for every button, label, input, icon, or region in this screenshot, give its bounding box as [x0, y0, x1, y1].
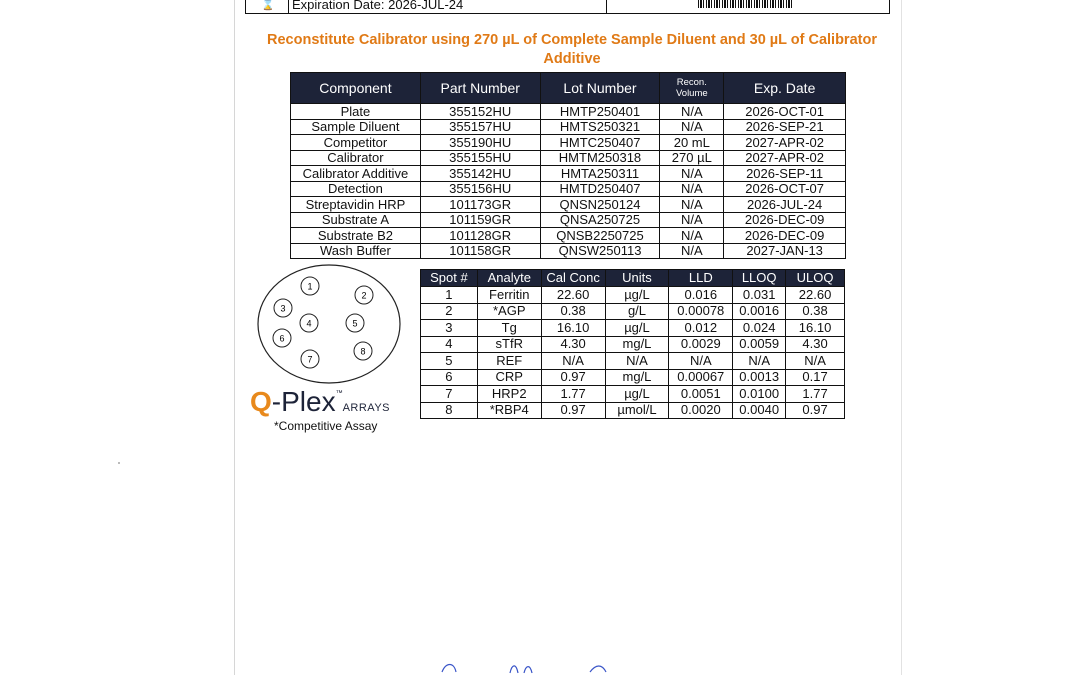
component-cell-lot-number: QNSA250725 — [540, 212, 660, 228]
spot-row — [421, 287, 845, 304]
component-row — [291, 119, 846, 135]
spot-cell-lloq: 0.0013 — [733, 369, 786, 386]
spot-cell-uloq: 4.30 — [786, 336, 845, 353]
spot-cell-units: µg/L — [605, 386, 669, 403]
col-lld: LLD — [669, 270, 733, 287]
spot-cell-uloq: 22.60 — [786, 287, 845, 304]
component-cell-recon-volume: N/A — [660, 166, 724, 182]
header-icon-cell — [246, 0, 289, 13]
component-cell-part-number: 355142HU — [420, 166, 540, 182]
spot-cell-analyte: HRP2 — [477, 386, 541, 403]
array-spot-label: 3 — [280, 303, 286, 314]
qplex-logo — [250, 386, 390, 418]
component-row — [291, 197, 846, 213]
array-spot-diagram — [255, 262, 405, 386]
spot-row — [421, 336, 845, 353]
spot-cell-analyte: Ferritin — [477, 287, 541, 304]
col-exp-date: Exp. Date — [724, 73, 846, 104]
array-spot-label: 2 — [361, 290, 367, 301]
spot-cell-units: mg/L — [605, 369, 669, 386]
spot-cell-spot-number: 2 — [421, 303, 478, 320]
components-table — [290, 72, 846, 259]
component-cell-lot-number: HMTM250318 — [540, 150, 660, 166]
component-cell-recon-volume: N/A — [660, 104, 724, 120]
spot-cell-analyte: CRP — [477, 369, 541, 386]
logo-q: Q — [250, 386, 272, 417]
spot-cell-units: µmol/L — [605, 402, 669, 419]
component-cell-component: Plate — [291, 104, 421, 120]
spot-cell-analyte: Tg — [477, 320, 541, 337]
spot-cell-analyte: *AGP — [477, 303, 541, 320]
col-analyte: Analyte — [477, 270, 541, 287]
spot-cell-lloq: N/A — [733, 353, 786, 370]
component-cell-component: Calibrator — [291, 150, 421, 166]
spot-cell-uloq: 0.17 — [786, 369, 845, 386]
component-cell-exp-date: 2026-OCT-01 — [724, 104, 846, 120]
component-cell-part-number: 101128GR — [420, 228, 540, 244]
spot-cell-lloq: 0.0040 — [733, 402, 786, 419]
spot-cell-uloq: 0.97 — [786, 402, 845, 419]
component-cell-exp-date: 2027-APR-02 — [724, 150, 846, 166]
spot-cell-uloq: 0.38 — [786, 303, 845, 320]
component-cell-recon-volume: N/A — [660, 181, 724, 197]
competitive-assay-footnote: *Competitive Assay — [274, 419, 378, 433]
spot-cell-lloq: 0.0100 — [733, 386, 786, 403]
spot-row — [421, 353, 845, 370]
component-cell-lot-number: HMTD250407 — [540, 181, 660, 197]
component-cell-part-number: 355155HU — [420, 150, 540, 166]
spot-cell-cal-conc: 0.97 — [541, 402, 605, 419]
component-cell-part-number: 101158GR — [420, 243, 540, 259]
col-lloq: LLOQ — [733, 270, 786, 287]
component-cell-part-number: 355156HU — [420, 181, 540, 197]
component-cell-component: Calibrator Additive — [291, 166, 421, 182]
spot-cell-units: N/A — [605, 353, 669, 370]
spot-cell-units: g/L — [605, 303, 669, 320]
spot-cell-lloq: 0.031 — [733, 287, 786, 304]
component-row — [291, 166, 846, 182]
spot-cell-uloq: 1.77 — [786, 386, 845, 403]
spot-cell-uloq: N/A — [786, 353, 845, 370]
spot-cell-lld: 0.0020 — [669, 402, 733, 419]
component-cell-part-number: 355190HU — [420, 135, 540, 151]
spot-cell-lloq: 0.0016 — [733, 303, 786, 320]
component-cell-component: Streptavidin HRP — [291, 197, 421, 213]
spot-cell-spot-number: 8 — [421, 402, 478, 419]
spot-cell-lloq: 0.0059 — [733, 336, 786, 353]
spot-cell-lloq: 0.024 — [733, 320, 786, 337]
spot-cell-spot-number: 5 — [421, 353, 478, 370]
logo-arrays: ARRAYS — [342, 402, 390, 414]
spot-cell-lld: 0.016 — [669, 287, 733, 304]
spot-cell-units: µg/L — [605, 320, 669, 337]
component-cell-component: Detection — [291, 181, 421, 197]
component-cell-recon-volume: N/A — [660, 243, 724, 259]
spot-cell-lld: 0.0051 — [669, 386, 733, 403]
reconstitution-instruction: Reconstitute Calibrator using 270 µL of Complete Sample Diluent and 30 µL of Calibrator Additive — [267, 32, 877, 67]
array-spot-label: 7 — [307, 354, 313, 365]
spot-cell-spot-number: 7 — [421, 386, 478, 403]
component-row — [291, 135, 846, 151]
component-row — [291, 150, 846, 166]
component-cell-component: Substrate A — [291, 212, 421, 228]
component-cell-lot-number: HMTC250407 — [540, 135, 660, 151]
component-cell-lot-number: HMTS250321 — [540, 119, 660, 135]
spots-header-row — [421, 270, 845, 287]
scan-speck — [118, 462, 120, 464]
col-spot-number: Spot # — [421, 270, 478, 287]
component-cell-part-number: 355152HU — [420, 104, 540, 120]
component-cell-exp-date: 2027-APR-02 — [724, 135, 846, 151]
spot-cell-spot-number: 1 — [421, 287, 478, 304]
barcode — [698, 0, 794, 8]
col-cal-conc: Cal Conc — [541, 270, 605, 287]
spot-cell-lld: N/A — [669, 353, 733, 370]
component-cell-exp-date: 2026-SEP-11 — [724, 166, 846, 182]
spot-cell-analyte: *RBP4 — [477, 402, 541, 419]
component-row — [291, 181, 846, 197]
spot-cell-cal-conc: 16.10 — [541, 320, 605, 337]
spot-row — [421, 402, 845, 419]
spot-row — [421, 369, 845, 386]
spot-cell-cal-conc: 0.38 — [541, 303, 605, 320]
expiration-date: Expiration Date: 2026-JUL-24 — [292, 0, 464, 12]
component-cell-recon-volume: 270 µL — [660, 150, 724, 166]
component-cell-exp-date: 2026-DEC-09 — [724, 228, 846, 244]
component-cell-part-number: 101173GR — [420, 197, 540, 213]
spot-cell-analyte: sTfR — [477, 336, 541, 353]
component-cell-part-number: 355157HU — [420, 119, 540, 135]
spot-cell-lld: 0.012 — [669, 320, 733, 337]
component-cell-exp-date: 2027-JAN-13 — [724, 243, 846, 259]
component-row — [291, 243, 846, 259]
col-uloq: ULOQ — [786, 270, 845, 287]
header-label-row — [245, 0, 890, 14]
spots-table — [420, 269, 845, 419]
components-header-row — [291, 73, 846, 104]
component-cell-recon-volume: 20 mL — [660, 135, 724, 151]
component-cell-recon-volume: N/A — [660, 119, 724, 135]
array-spot-label: 5 — [352, 318, 358, 329]
spot-cell-analyte: REF — [477, 353, 541, 370]
component-cell-component: Substrate B2 — [291, 228, 421, 244]
spot-cell-lld: 0.00078 — [669, 303, 733, 320]
spot-cell-cal-conc: 22.60 — [541, 287, 605, 304]
component-cell-lot-number: QNSB2250725 — [540, 228, 660, 244]
spot-row — [421, 386, 845, 403]
col-part-number: Part Number — [420, 73, 540, 104]
component-row — [291, 212, 846, 228]
component-cell-part-number: 101159GR — [420, 212, 540, 228]
spot-cell-lld: 0.00067 — [669, 369, 733, 386]
component-cell-component: Sample Diluent — [291, 119, 421, 135]
spot-cell-cal-conc: 1.77 — [541, 386, 605, 403]
component-cell-component: Competitor — [291, 135, 421, 151]
array-spot-label: 4 — [306, 318, 312, 329]
component-cell-exp-date: 2026-DEC-09 — [724, 212, 846, 228]
component-cell-exp-date: 2026-SEP-21 — [724, 119, 846, 135]
component-cell-recon-volume: N/A — [660, 228, 724, 244]
spot-cell-cal-conc: N/A — [541, 353, 605, 370]
component-cell-recon-volume: N/A — [660, 197, 724, 213]
spot-cell-lld: 0.0029 — [669, 336, 733, 353]
component-cell-lot-number: HMTA250311 — [540, 166, 660, 182]
spot-cell-spot-number: 3 — [421, 320, 478, 337]
component-cell-lot-number: QNSW250113 — [540, 243, 660, 259]
logo-plex: -Plex — [271, 386, 336, 417]
spot-cell-spot-number: 4 — [421, 336, 478, 353]
spot-row — [421, 303, 845, 320]
spot-cell-units: mg/L — [605, 336, 669, 353]
component-row — [291, 228, 846, 244]
spot-row — [421, 320, 845, 337]
spot-cell-cal-conc: 4.30 — [541, 336, 605, 353]
component-cell-exp-date: 2026-OCT-07 — [724, 181, 846, 197]
header-expiration-cell — [288, 0, 607, 13]
component-cell-lot-number: QNSN250124 — [540, 197, 660, 213]
spot-cell-cal-conc: 0.97 — [541, 369, 605, 386]
spot-cell-spot-number: 6 — [421, 369, 478, 386]
hourglass-icon: ⌛ — [261, 0, 275, 11]
component-cell-recon-volume: N/A — [660, 212, 724, 228]
array-spot-label: 8 — [360, 346, 366, 357]
col-recon-volume: Recon. Volume — [660, 73, 724, 104]
logo-trademark: ™ — [335, 390, 343, 397]
component-cell-lot-number: HMTP250401 — [540, 104, 660, 120]
col-lot-number: Lot Number — [540, 73, 660, 104]
handwritten-mark — [440, 660, 660, 675]
array-spot-label: 1 — [307, 281, 313, 292]
spot-cell-units: µg/L — [605, 287, 669, 304]
col-units: Units — [605, 270, 669, 287]
spot-cell-uloq: 16.10 — [786, 320, 845, 337]
component-cell-component: Wash Buffer — [291, 243, 421, 259]
component-row — [291, 104, 846, 120]
array-spot-label: 6 — [279, 333, 285, 344]
col-component: Component — [291, 73, 421, 104]
well-outline — [258, 265, 400, 383]
component-cell-exp-date: 2026-JUL-24 — [724, 197, 846, 213]
